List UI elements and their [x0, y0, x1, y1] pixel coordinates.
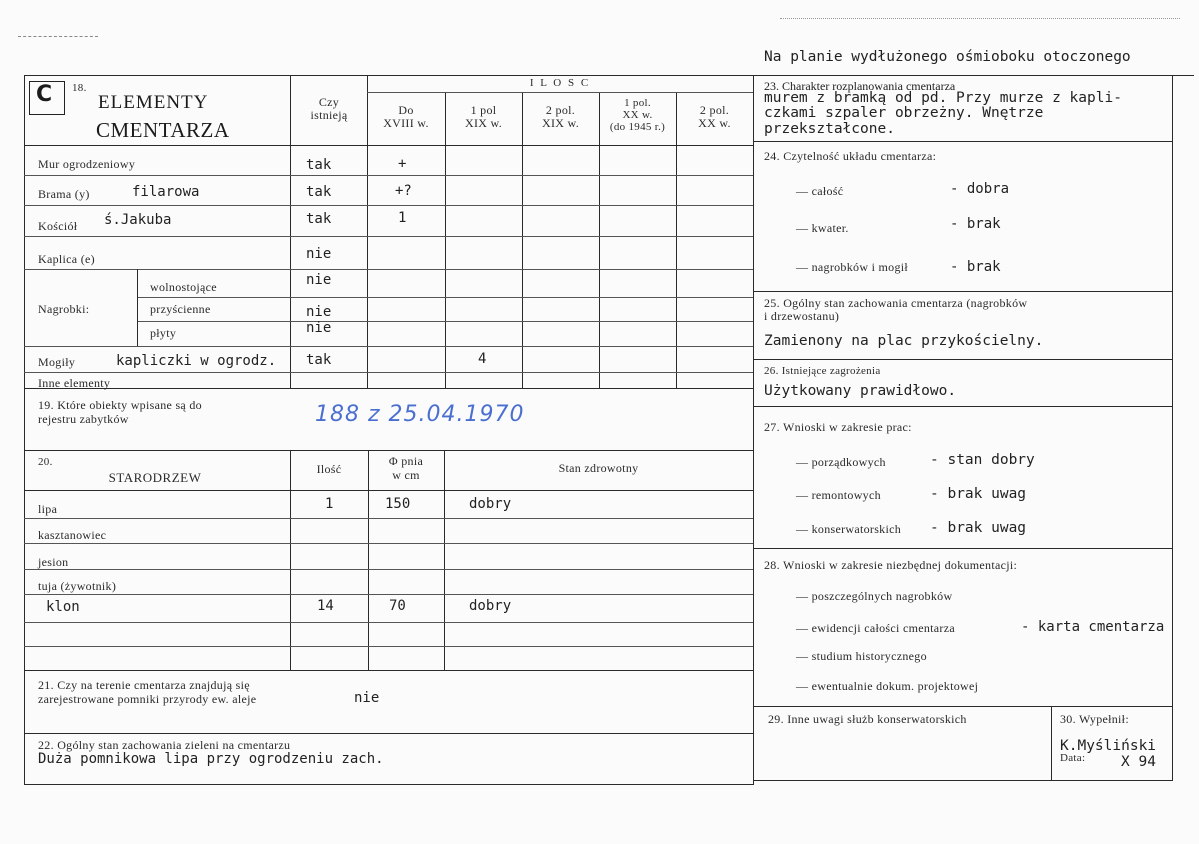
nagrobki-divider [137, 269, 138, 346]
s24-row-value-nagrobkow: - brak [950, 259, 1001, 275]
period-header-1pol-xix: 1 pol XIX w. [464, 103, 502, 130]
s23-value-line2: czkami szpaler obrzeżny. Wnętrze [764, 105, 1044, 121]
s21-value: nie [354, 690, 380, 706]
element-exists-brama: tak [306, 184, 332, 200]
sd-col-count [290, 450, 291, 670]
element-extra-brama: filarowa [132, 184, 200, 200]
period-header-1pol-xx: 1 pol. XX w. (do 1945 r.) [609, 97, 666, 133]
s27-row-label-porzadkowych: — porządkowych [796, 455, 886, 469]
s24-row-label-kwater: — kwater. [796, 221, 849, 235]
mogily-extra: kapliczki w ogrodz. [116, 353, 277, 369]
s19-value: 188 z 25.04.1970 [315, 402, 525, 427]
s24-row-label-nagrobkow: — nagrobków i mogił [796, 260, 909, 274]
s22-value: Duża pomnikowa lipa przy ogrodzeniu zach. [38, 751, 384, 767]
element-label-mur: Mur ogrodzeniowy [38, 157, 136, 171]
s26-label: 26. Istniejące zagrożenia [764, 365, 881, 377]
sd-line-6 [24, 646, 753, 647]
s27-row-label-konserwatorskich: — konserwatorskich [796, 522, 902, 536]
element-exists-kosciol: tak [306, 211, 332, 227]
s28-row-label-ewidencji: — ewidencji całości cmentarza [796, 621, 955, 635]
s26-bottom [753, 406, 1172, 407]
col-div-p3 [522, 92, 523, 388]
sd-line-4 [24, 594, 753, 595]
s24-label: 24. Czytelność układu cmentarza: [764, 149, 937, 163]
header-bottom [24, 145, 753, 146]
s23-bottom [753, 141, 1172, 142]
s25-label: 25. Ogólny stan zachowania cmentarza (nagrobków i drzewostanu) [764, 296, 1028, 323]
nagrobki-exists-plyty: nie [306, 320, 332, 336]
sd-row-label-lipa: lipa [38, 502, 58, 516]
col-div-p4 [599, 92, 600, 388]
frame-top [24, 75, 1194, 76]
row-line-7 [24, 346, 753, 347]
sd-row-count-klon: 14 [317, 598, 334, 614]
section-number: 18. [72, 82, 87, 94]
s30-date: X 94 [1121, 754, 1156, 770]
s24-row-label-calosc: — całość [796, 184, 844, 198]
s29-top [753, 706, 1172, 707]
sd-row-label-tuja: tuja (żywotnik) [38, 579, 117, 593]
sd-row-diam-klon: 70 [389, 598, 406, 614]
sd-header-bottom [24, 490, 753, 491]
mogily-exists: tak [306, 352, 332, 368]
sd-row-count-lipa: 1 [325, 496, 334, 512]
col-div-p5 [676, 92, 677, 388]
inne-elementy-label: Inne elementy [38, 376, 111, 390]
top-scan-strip-right [780, 18, 1180, 19]
sd-row-state-klon: dobry [469, 598, 512, 614]
frame-bottom [24, 784, 754, 785]
period-header-2pol-xix: 2 pol. XIX w. [541, 103, 579, 130]
col-header-exists: Czy istnieją [310, 95, 348, 122]
sd-line-5 [24, 622, 753, 623]
top-scan-strip [18, 36, 98, 37]
sd-col-diam-header: Φ pnia w cm [388, 454, 424, 482]
title-line2: CMENTARZA [96, 118, 230, 142]
s26-value: Użytkowany prawidłowo. [764, 383, 957, 399]
nagrobki-row-plyty: płyty [150, 326, 177, 340]
s27-bottom [753, 548, 1172, 549]
row-line-4 [24, 269, 753, 270]
row-line-3 [24, 236, 753, 237]
sd-title: STARODRZEW [108, 470, 202, 485]
ilosc-underline [367, 92, 753, 93]
row-line-5 [137, 297, 753, 298]
s19-bottom [24, 450, 753, 451]
row-line-2 [24, 205, 753, 206]
col-header-ilosc: I L O S C [529, 77, 591, 89]
element-xviii-kosciol: 1 [398, 210, 407, 226]
sd-line-3 [24, 569, 753, 570]
element-label-kaplica: Kaplica (e) [38, 252, 95, 266]
sd-col-diam [368, 450, 369, 670]
element-label-kosciol: Kościół [38, 219, 78, 233]
mogily-1pol-xix: 4 [478, 351, 487, 367]
top-note: Na planie wydłużonego ośmioboku otoczonego [764, 49, 1131, 65]
s29-s30-divider [1051, 706, 1052, 780]
nagrobki-exists-wolnostojace: nie [306, 272, 332, 288]
sd-line-2 [24, 543, 753, 544]
s25-value: Zamienony na plac przykościelny. [764, 333, 1044, 349]
s27-row-value-remontowych: - brak uwag [930, 486, 1027, 502]
s28-row-label-projektowej: — ewentualnie dokum. projektowej [796, 679, 979, 693]
s21-label: 21. Czy na terenie cmentarza znajdują się zarejestrowane pomniki przyrody ew. aleje [38, 678, 257, 706]
row-line-1 [24, 175, 753, 176]
elements-bottom [24, 388, 753, 389]
s21-bottom [24, 733, 753, 734]
s25-bottom [753, 359, 1172, 360]
nagrobki-label: Nagrobki: [38, 302, 90, 316]
s28-row-label-nagrobkow: — poszczególnych nagrobków [796, 589, 953, 603]
s28-label: 28. Wnioski w zakresie niezbędnej dokumentacji: [764, 558, 1018, 572]
sd-num: 20. [38, 456, 53, 468]
sd-row-extra-klon: klon [46, 599, 80, 615]
nagrobki-row-wolnostojace: wolnostojące [150, 280, 217, 294]
sd-col-count-header: Ilość [316, 462, 342, 476]
title-line1: ELEMENTY [98, 92, 209, 113]
row-line-6 [137, 321, 753, 322]
sd-col-state-header: Stan zdrowotny [558, 461, 639, 475]
mogily-label: Mogiły [38, 355, 76, 369]
s24-bottom [753, 291, 1172, 292]
element-label-brama: Brama (y) [38, 187, 90, 201]
nagrobki-exists-przyscienne: nie [306, 304, 332, 320]
sd-bottom [24, 670, 753, 671]
sd-row-state-lipa: dobry [469, 496, 512, 512]
sd-col-state [444, 450, 445, 670]
s28-row-label-studium: — studium historycznego [796, 649, 927, 663]
s23-label: 23. Charakter rozplanowania cmentarza [764, 79, 956, 93]
s27-label: 27. Wnioski w zakresie prac: [764, 420, 912, 434]
row-line-8 [24, 372, 753, 373]
sd-row-label-jesion: jesion [38, 555, 69, 569]
sd-line-1 [24, 518, 753, 519]
s23-value-line1: murem z bramką od pd. Przy murze z kapli- [764, 90, 1122, 106]
s27-row-value-porzadkowych: - stan dobry [930, 452, 1035, 468]
s23-value-line3: przekształcone. [764, 121, 895, 137]
s27-row-label-remontowych: — remontowych [796, 488, 881, 502]
period-header-xviii: Do XVIII w. [383, 103, 429, 130]
s30-name: K.Myśliński [1060, 738, 1157, 754]
s28-row-value-ewidencji: - karta cmentarza [1021, 619, 1165, 635]
s29-label: 29. Inne uwagi służb konserwatorskich [768, 712, 967, 726]
s24-row-value-calosc: - dobra [950, 181, 1010, 197]
frame-left [24, 75, 25, 785]
sd-row-label-kasztanowiec: kasztanowiec [38, 528, 107, 542]
s30-label: 30. Wypełnił: [1060, 712, 1129, 726]
frame-bottom-right [753, 780, 1173, 781]
s30-data-label: Data: [1060, 752, 1086, 764]
period-header-2pol-xx: 2 pol. XX w. [698, 103, 731, 130]
sd-row-diam-lipa: 150 [385, 496, 411, 512]
s19-label: 19. Które obiekty wpisane są do rejestru zabytków [38, 398, 202, 426]
s27-row-value-konserwatorskich: - brak uwag [930, 520, 1027, 536]
s22-label: 22. Ogólny stan zachowania zieleni na cmentarzu [38, 738, 291, 752]
frame-middle [753, 75, 754, 785]
element-xviii-brama: +? [395, 183, 412, 199]
nagrobki-row-przyscienne: przyścienne [150, 302, 211, 316]
frame-right [1172, 75, 1173, 781]
element-exists-mur: tak [306, 157, 332, 173]
element-exists-kaplica: nie [306, 246, 332, 262]
element-extra-kosciol: ś.Jakuba [104, 212, 172, 228]
element-xviii-mur: + [398, 156, 407, 172]
s24-row-value-kwater: - brak [950, 216, 1001, 232]
section-letter: C [36, 82, 53, 107]
col-div-p2 [445, 92, 446, 388]
